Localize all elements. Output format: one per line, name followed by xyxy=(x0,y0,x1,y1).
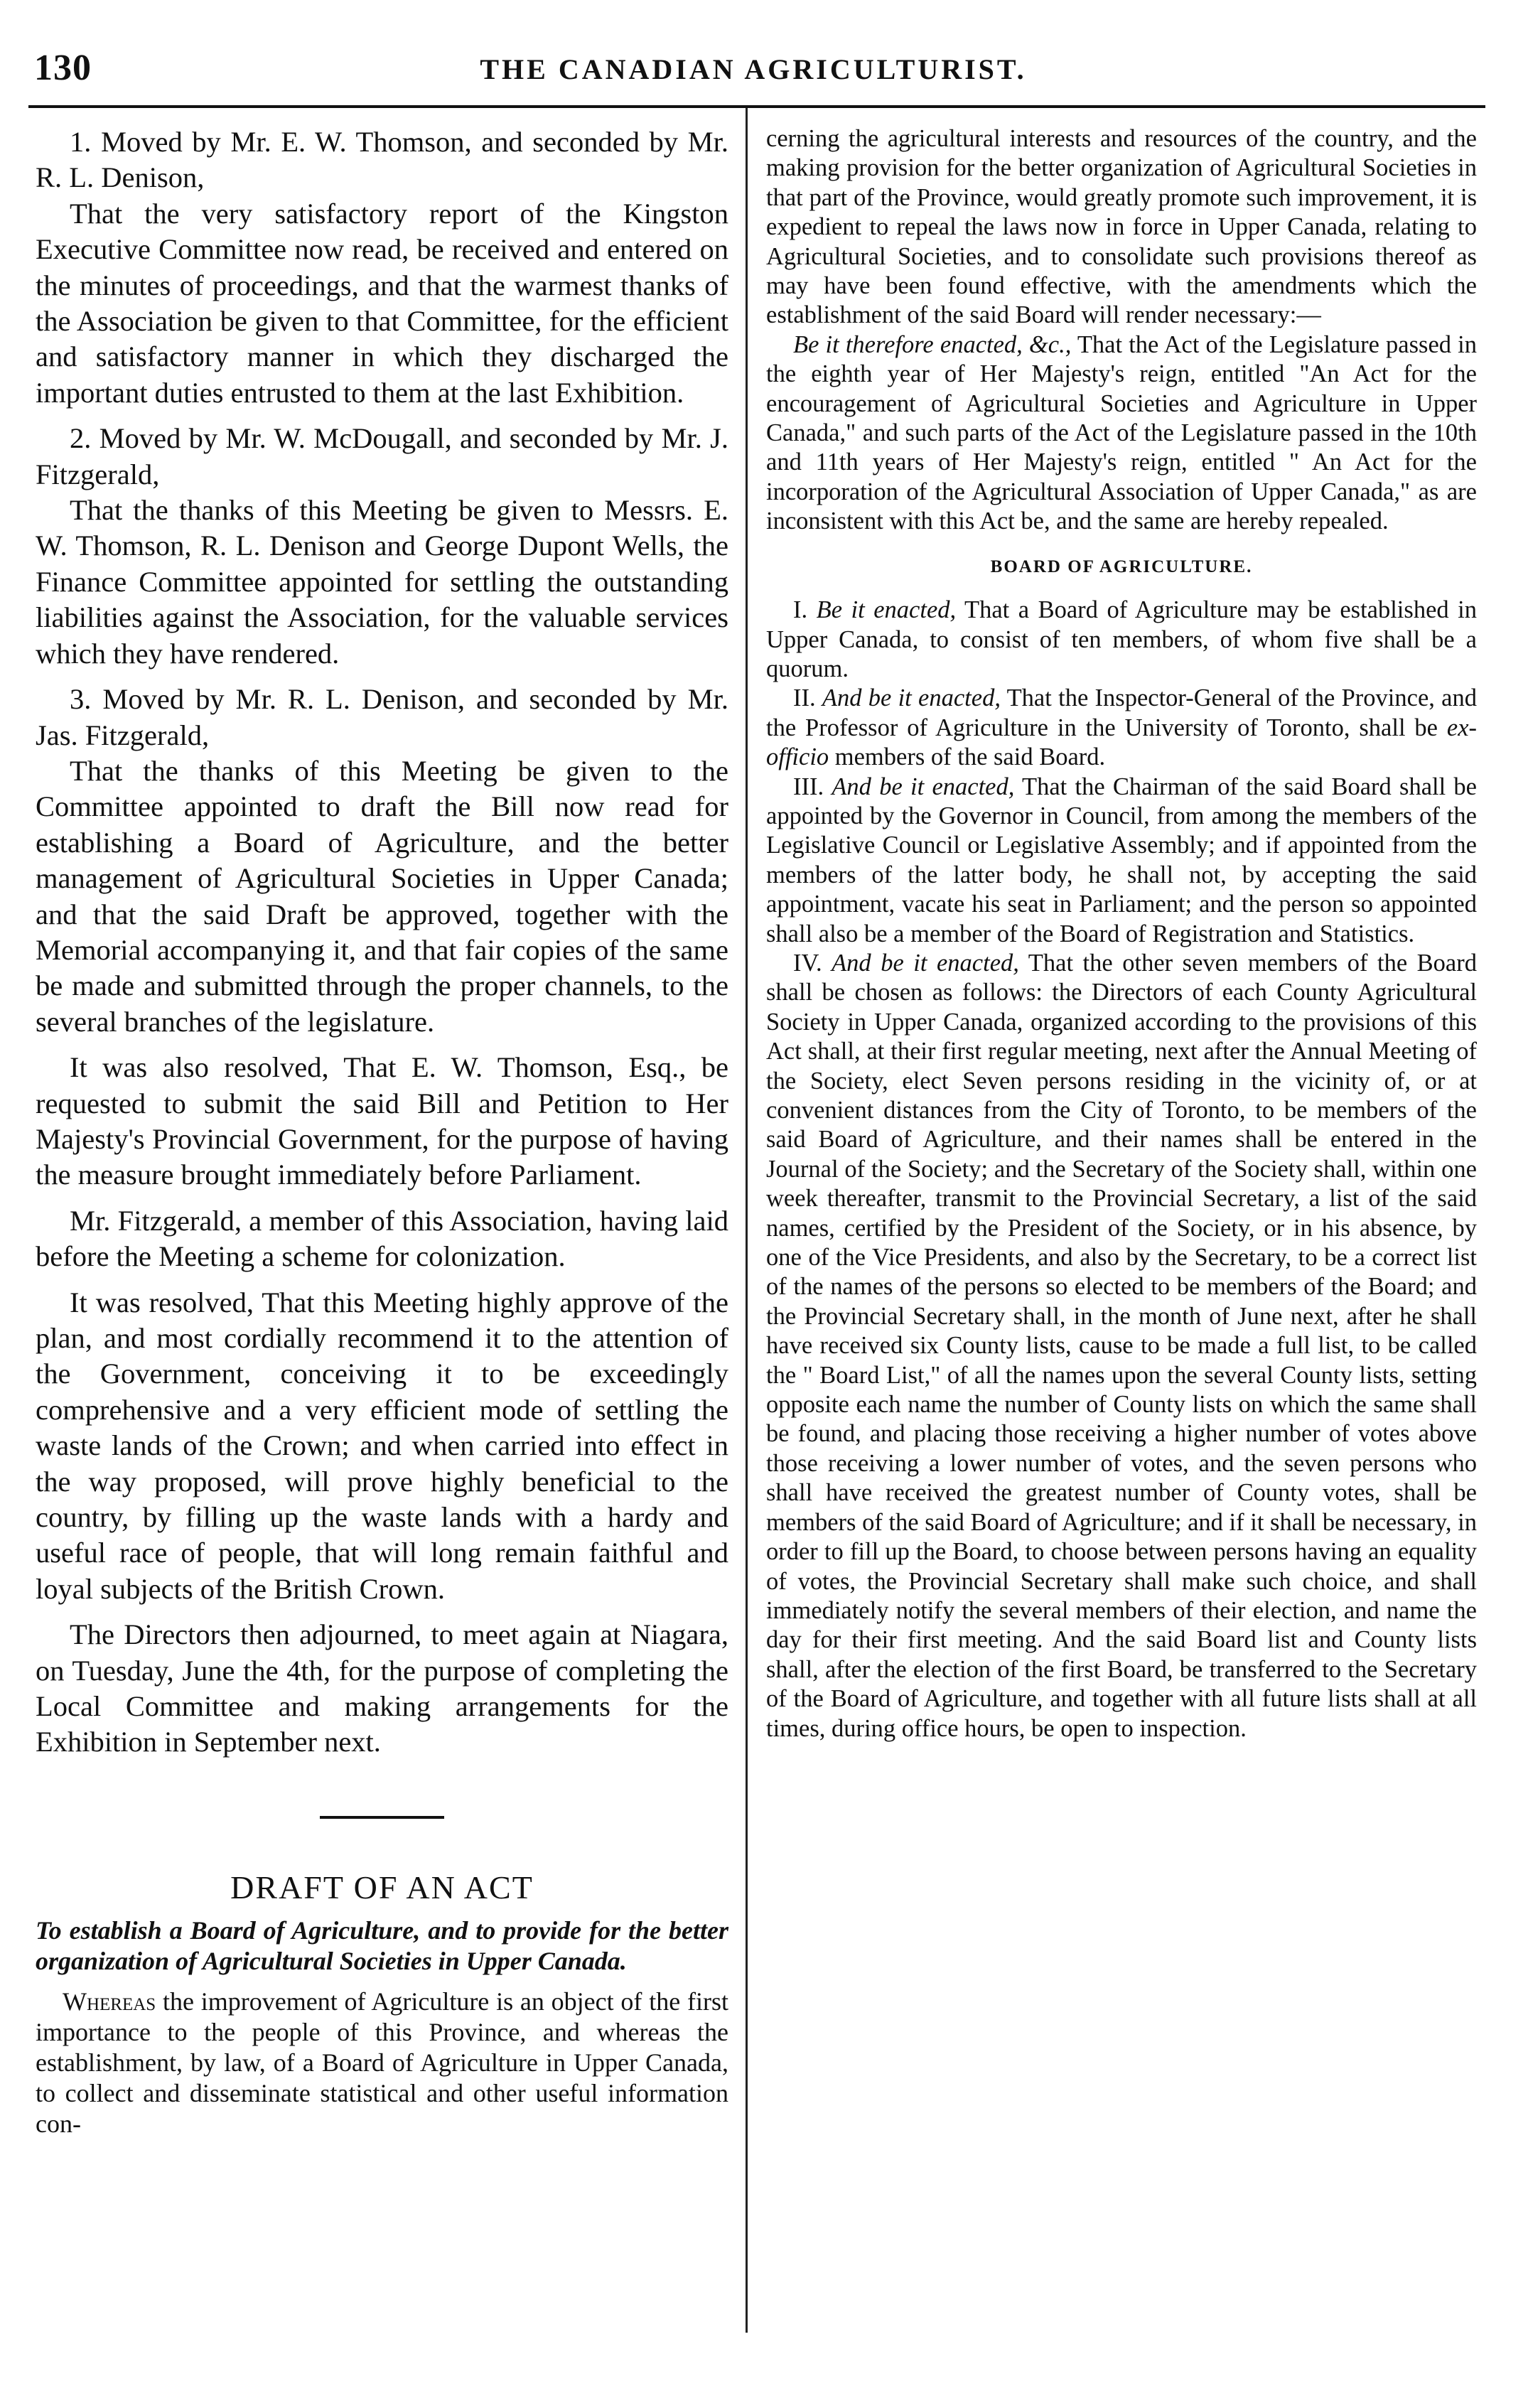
continuation-paragraph: cerning the agricultural interests and resources of the country, and the making provision for the better organization of Agricultural Societies in that part of the Province, would greatly promote such improvement, it is expedient to repeal the laws now in force in Upper Canada, relating to Agricultural Societies, and to consolidate such provisions thereof as may have been found effective, with the amendments which the establishment of the said Board will render necessary:— xyxy=(766,125,1477,329)
section-heading: BOARD OF AGRICULTURE. xyxy=(990,557,1253,576)
section-4-number: IV. xyxy=(793,949,832,977)
resolution-2-text: That the thanks of this Meeting be given to Messrs. E. W. Thomson, R. L. Denison and George Dupont Wells, the Finance Committee appointed for settling the outstanding liabilities against the Association, for the valuable services which they have rendered. xyxy=(36,494,728,670)
resolution-1-text: That the very satisfactory report of the Kingston Executive Committee now read, be received and entered on the minutes of proceedings, and that the warmest thanks of the Association be given to that Committee, for the efficient and satisfactory manner in which they discharged the important duties entrusted to them at the last Exhibition. xyxy=(36,197,728,409)
section-separator-rule xyxy=(320,1816,444,1819)
section-3-lead: And be it enacted, xyxy=(832,773,1015,800)
section-4-lead: And be it enacted, xyxy=(832,949,1019,977)
left-column xyxy=(36,124,728,2139)
section-3 xyxy=(766,773,1477,949)
section-1-lead: Be it enacted, xyxy=(816,596,957,624)
section-2-number: II. xyxy=(793,684,822,712)
resolution-2-mover: 2. Moved by Mr. W. McDougall, and seconded by Mr. J. Fitzgerald, xyxy=(36,422,728,490)
section-1-number: I. xyxy=(793,596,817,624)
paragraph-adjourned: The Directors then adjourned, to meet again at Niagara, on Tuesday, June the 4th, for the purpose of completing the Local Committee and making arrangements for the Exhibition in September next. xyxy=(36,1618,728,1758)
header-rule xyxy=(28,105,1485,108)
section-2-text-a: That the Inspector-General of the Province, and the Professor of Agriculture in the University of Toronto, shall be xyxy=(766,684,1477,741)
paragraph-resolved-meeting: It was resolved, That this Meeting highly approve of the plan, and most cordially recommend it to the attention of the Government, conceiving it to be exceedingly comprehensive and a very efficient mode of settling the waste lands of the Crown; and when carried into effect in the way proposed, will prove highly beneficial to the country, by filling up the waste lands with a hardy and useful race of people, that will long remain faithful and loyal subjects of the British Crown. xyxy=(36,1286,728,1605)
act-subtitle: To establish a Board of Agriculture, and to provide for the better organization of Agricultural Societies in Upper Canada. xyxy=(36,1916,728,1976)
section-1 xyxy=(766,596,1477,684)
section-4-text: That the other seven members of the Board shall be chosen as follows: the Directors of each County Agricultural Society in Upper Canada, organized according to the provisions of this Act shall, at their first regular meeting, next after the Annual Meeting of the Society, elect Seven persons residing in the vicinity of, or at convenient distances from the City of Toronto, to be members of the said Board of Agriculture, and their names shall be entered in the Journal of the Society; and the Secretary of the Society shall, within one week thereafter, transmit to the Provincial Secretary, a list of the said names, certified by the President of the Society, or in his absence, by one of the Vice Presidents, and also by the Secretary, to be a correct list of the names of the persons so elected to be members of the Board; and the Provincial Secretary shall, in the month of June next, after he shall have received six County lists, cause to be made a full list, to be called the " Board List," of all the names upon the several County lists, setting opposite each name the number of County lists on which the same shall be found, and placing those receiving a higher number of votes above those receiving a lower number of votes, and the seven persons who shall have received the greatest number of County votes, shall be members of the said Board of Agriculture; and if it shall be necessary, in order to fill up the Board, to choose between persons having an equality of votes, the Provincial Secretary shall make such choice, and shall immediately notify the several members of their election, and name the day for their first meeting. And the said Board list and County lists shall, after the election of the first Board, be transferred to the Secretary of the Board of Agriculture, and together with all future lists shall at all times, during office hours, be open to inspection. xyxy=(766,949,1477,1742)
section-3-number: III. xyxy=(793,773,832,800)
whereas-text: the improvement of Agriculture is an object of the first importance to the people of this Province, and whereas the establishment, by law, of a Board of Agriculture in Upper Canada, to collect and disseminate statistical and other useful information con- xyxy=(36,1987,728,2139)
section-3-text: That the Chairman of the said Board shall be appointed by the Governor in Council, from among the members of the Legislative Council or Legislative Assembly; and if appointed from the members of the latter body, he shall not, by accepting the said appointment, vacate his seat in Parliament; and the person so appointed shall also be a member of the Board of Registration and Statistics. xyxy=(766,773,1477,947)
act-title: DRAFT OF AN ACT xyxy=(230,1869,534,1906)
page-header xyxy=(28,47,1478,97)
resolution-1-mover: 1. Moved by Mr. E. W. Thomson, and seconded by Mr. R. L. Denison, xyxy=(36,126,728,194)
section-2-text-b: members of the said Board. xyxy=(829,743,1106,771)
paragraph-fitzgerald: Mr. Fitzgerald, a member of this Association, having laid before the Meeting a scheme for colonization. xyxy=(36,1204,728,1273)
resolution-3-text: That the thanks of this Meeting be given to the Committee appointed to draft the Bill now read for establishing a Board of Agriculture, and the better management of Agricultural Societies in Upper Canada; and that the said Draft be approved, together with the Memorial accompanying it, and that fair copies of the same be made and submitted through the proper channels, to the several branches of the legislature. xyxy=(36,754,728,1038)
whereas-paragraph xyxy=(36,1987,728,2139)
page-number: 130 xyxy=(34,48,92,88)
section-2 xyxy=(766,684,1477,772)
section-2-lead: And be it enacted, xyxy=(822,684,1001,712)
whereas-lead: Whereas xyxy=(63,1987,156,2016)
enacting-text: That the Act of the Legislature passed in the eighth year of Her Majesty's reign, entitled "An Act for the encouragement of Agricultural Societies and Agriculture in Upper Canada," and such parts of the Act of the Legislature passed in the 10th and 11th years of Her Majesty's reign, entitled " An Act for the incorporation of the Agricultural Association of Upper Canada," as are inconsistent with this Act be, and the same are hereby repealed. xyxy=(766,330,1477,535)
enacting-lead: Be it therefore enacted, &c., xyxy=(793,330,1072,358)
column-divider xyxy=(746,108,748,2333)
section-2-ex-officio: ex-officio xyxy=(766,714,1477,771)
section-1-text: That a Board of Agriculture may be established in Upper Canada, to consist of ten members, of whom five shall be a quorum. xyxy=(766,596,1477,682)
section-4 xyxy=(766,949,1477,1743)
running-title: THE CANADIAN AGRICULTURIST. xyxy=(480,53,1027,85)
resolution-3-mover: 3. Moved by Mr. R. L. Denison, and seconded by Mr. Jas. Fitzgerald, xyxy=(36,683,728,751)
enacting-paragraph xyxy=(766,330,1477,537)
right-column xyxy=(766,124,1477,1743)
paragraph-also-resolved: It was also resolved, That E. W. Thomson, Esq., be requested to submit the said Bill and Petition to Her Majesty's Provincial Government, for the purpose of having the measure brought immediately before Parliament. xyxy=(36,1051,728,1191)
